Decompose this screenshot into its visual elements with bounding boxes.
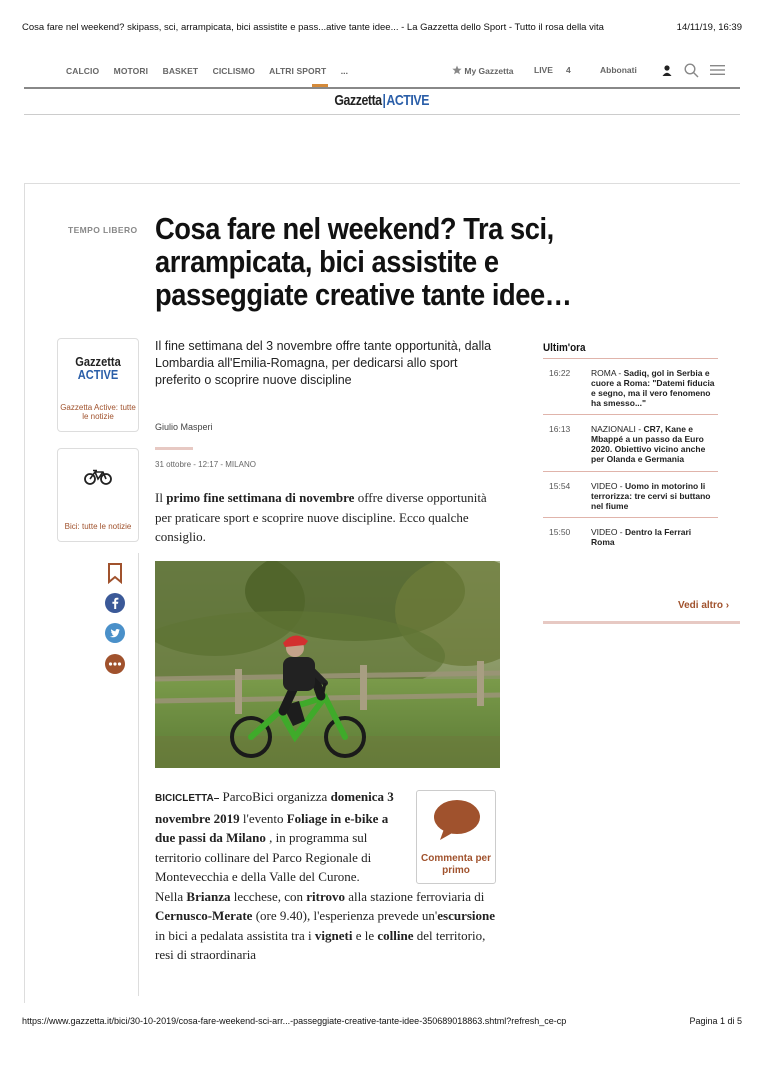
intro-text-1: Il	[155, 490, 167, 505]
nav-right	[440, 65, 740, 85]
body-paragraph-1	[155, 787, 395, 887]
share-column-divider	[138, 553, 139, 996]
nav-link-ciclismo[interactable]: CICLISMO	[212, 66, 255, 76]
logo-gazzetta-text: Gazzetta	[334, 92, 382, 109]
sidebar-bottom-divider	[543, 621, 740, 624]
print-page-number: Pagina 1 di 5	[689, 1016, 742, 1026]
nav-link-calcio[interactable]: CALCIO	[66, 66, 100, 76]
nav-divider	[24, 87, 740, 89]
body-kicker: BICICLETTA–	[155, 793, 220, 804]
body-text: Nella	[155, 888, 187, 904]
comment-bubble-icon	[432, 799, 482, 846]
gazzetta-active-logo[interactable]	[335, 92, 430, 109]
mini-logo-active: ACTIVE	[77, 367, 119, 382]
section-label[interactable]: TEMPO LIBERO	[68, 225, 138, 235]
news-time: 15:50	[549, 527, 571, 537]
article-lead: Il fine settimana del 3 novembre offre tante opportunità, dalla Lombardia all'Emilia-Romagna, per dedicarsi allo sport preferito o scoprire nuove discipline	[155, 339, 492, 387]
news-headline: Sadiq, gol in Serbia e cuore a Roma: "Datemi fiducia e segno, ma il vero fenomeno ha smesso..."	[591, 368, 715, 408]
body-text: ParcoBici organizza	[219, 789, 331, 804]
news-time: 16:22	[549, 368, 571, 378]
mini-logo-gazzetta: Gazzetta	[75, 354, 121, 369]
my-gazzetta-link[interactable]	[452, 65, 514, 76]
bookmark-icon[interactable]	[104, 562, 126, 584]
comment-button[interactable]	[416, 790, 496, 884]
news-headline: Uomo in motorino li terrorizza: tre cervi si buttano nel fiume	[591, 481, 711, 511]
intro-bold-1: primo fine settimana di novembre	[166, 490, 355, 505]
bici-card[interactable]	[57, 448, 139, 542]
news-text	[591, 527, 716, 547]
bicycle-icon	[84, 469, 112, 490]
news-time: 15:54	[549, 481, 571, 491]
nav-link-basket[interactable]: BASKET	[162, 66, 199, 76]
user-icon[interactable]	[662, 65, 672, 78]
article-dateline: 31 ottobre - 12:17 - MILANO	[155, 460, 256, 469]
news-headline: CR7, Kane e Mbappé a un passo da Euro 2020. Obiettivo vicino anche per Olanda e Germania	[591, 424, 706, 464]
article-author[interactable]: Giulio Masperi	[155, 422, 213, 432]
twitter-icon[interactable]	[104, 622, 126, 644]
more-options-icon[interactable]	[104, 653, 126, 675]
body-bold: domenica 3 novembre 2019	[155, 789, 394, 826]
logo-separator: |	[382, 92, 386, 109]
article-photo	[155, 561, 500, 768]
live-link[interactable]	[534, 65, 553, 75]
news-divider	[543, 414, 718, 415]
live-count: 4	[566, 65, 571, 75]
body-bold: escursione	[437, 908, 496, 923]
see-more-label: Vedi altro	[678, 600, 724, 611]
news-category: ROMA -	[591, 368, 624, 378]
news-text	[591, 368, 716, 408]
news-headline: Dentro la Ferrari Roma	[591, 527, 692, 547]
news-divider	[543, 471, 718, 472]
news-category: VIDEO -	[591, 527, 626, 537]
body-paragraph-2	[155, 887, 500, 965]
news-text	[591, 481, 716, 511]
search-icon[interactable]	[684, 63, 699, 80]
news-divider	[543, 517, 718, 518]
menu-icon[interactable]	[710, 64, 725, 78]
body-bold: Cernusco-Merate	[155, 908, 253, 923]
news-time: 16:13	[549, 424, 571, 434]
nav-links	[66, 66, 360, 76]
body-bold: colline	[377, 927, 414, 943]
my-gazzetta-label: My Gazzetta	[464, 66, 514, 76]
mini-logo	[64, 355, 132, 381]
body-bold: Foliage in e-bike a due passi da Milano	[155, 810, 389, 845]
brand-divider	[24, 114, 740, 115]
print-page-title: Cosa fare nel weekend? skipass, sci, arrampicata, bici assistite e pass...ative tante idee... - La Gazzetta dello Sport - Tutto il rosa della vita	[22, 22, 604, 33]
nav-link-altri-sport[interactable]: ALTRI SPORT	[269, 66, 327, 76]
gazzetta-active-card[interactable]	[57, 338, 139, 432]
author-divider	[155, 447, 193, 450]
nav-link-motori[interactable]: MOTORI	[113, 66, 149, 76]
print-url: https://www.gazzetta.it/bici/30-10-2019/cosa-fare-weekend-sci-arr...-passeggiate-creative-tante-idee-350689018863.shtml?refresh_ce-cp	[22, 1016, 567, 1026]
body-bold: Brianza	[186, 888, 231, 904]
nav-link-more[interactable]: ...	[340, 66, 349, 76]
mountain-bike-photo	[155, 561, 500, 768]
body-text: (ore 9.40), l'esperienza prevede un'	[252, 908, 438, 923]
comment-label: Commenta per primo	[420, 853, 491, 876]
chevron-right-icon: ›	[725, 600, 730, 611]
top-navigation	[24, 62, 740, 88]
body-text: , in programma sul territorio collinare del Parco Regionale di Montevecchia e della Valle del Curone.	[155, 830, 372, 884]
news-text	[591, 424, 716, 464]
body-text: alla stazione ferroviaria di	[345, 888, 485, 904]
ultimora-divider	[543, 358, 718, 359]
see-more-link[interactable]	[678, 600, 729, 611]
body-text: e le	[352, 927, 378, 943]
body-text: in bici a pedalata assistita tra i	[155, 927, 315, 943]
article-headline: Cosa fare nel weekend? Tra sci, arrampicata, bici assistite e passeggiate creative tante idee…	[155, 211, 572, 312]
body-bold: vigneti	[314, 927, 353, 943]
news-category: VIDEO -	[591, 481, 626, 491]
gazzetta-active-caption: Gazzetta Active: tutte le notizie	[60, 403, 136, 421]
news-category: NAZIONALI -	[591, 424, 644, 434]
body-text: l'evento	[239, 810, 287, 826]
logo-active-text: ACTIVE	[386, 92, 430, 109]
body-text: lecchese, con	[230, 888, 307, 904]
intro-text-2: offre diverse opportunità per praticare sport e scoprire nuove discipline. Ecco qualche consiglio.	[155, 490, 487, 544]
facebook-icon[interactable]	[104, 592, 126, 614]
print-header	[22, 22, 742, 36]
body-text: del territorio, resi di straordinaria	[155, 927, 486, 962]
live-label: LIVE	[534, 65, 553, 75]
print-datetime: 14/11/19, 16:39	[676, 22, 742, 33]
subscribe-link[interactable]: Abbonati	[600, 65, 637, 75]
body-bold: ritrovo	[306, 888, 346, 904]
brand-header	[0, 92, 764, 110]
article-intro	[155, 488, 500, 547]
ultimora-title: Ultim'ora	[543, 342, 586, 354]
star-icon	[452, 65, 462, 75]
bici-caption: Bici: tutte le notizie	[64, 522, 132, 531]
